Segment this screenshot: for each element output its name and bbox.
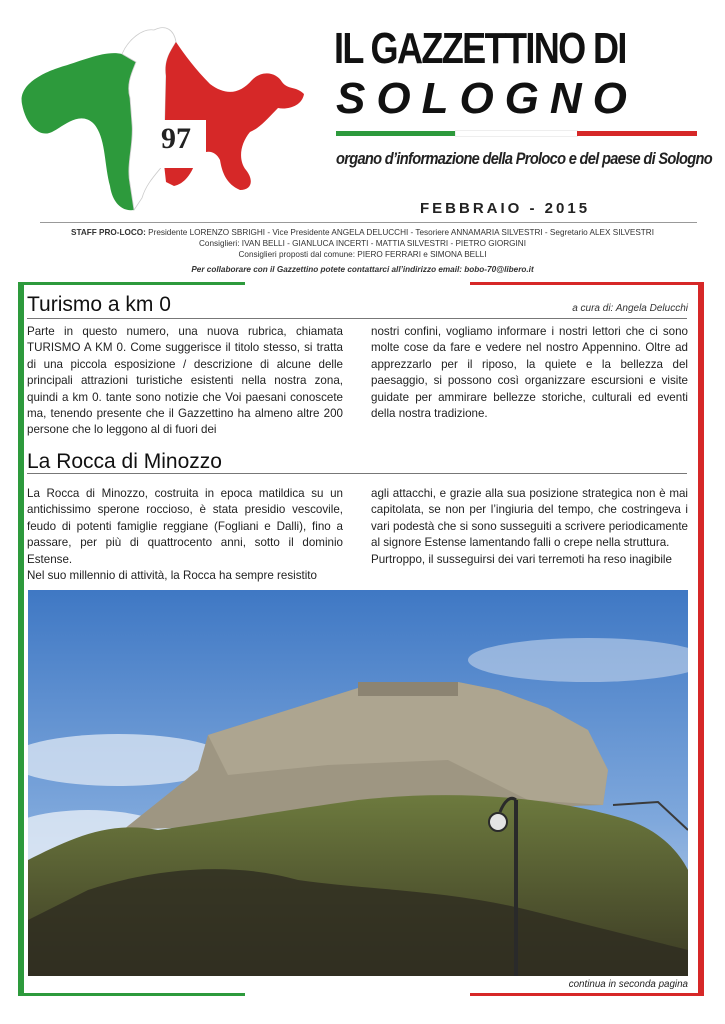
issue-date: FEBBRAIO - 2015 <box>420 200 591 217</box>
section-title-rocca: La Rocca di Minozzo <box>27 450 222 473</box>
section-rule <box>27 318 687 319</box>
rocca-paragraph: Purtroppo, il susseguirsi dei vari terremoti ha reso inagibile <box>371 552 672 566</box>
divider <box>40 222 697 223</box>
logo-italy-map <box>14 14 314 214</box>
turismo-column-2: nostri confini, vogliamo informare i nostri lettori che ci sono molte cose da fare e vedere nel nostro Appennino. Oltre ad apprezzarlo per il riposo, la quiete e la bellezza del paesaggio, si possono così organizzare escursioni e visite guidate per ammirare bellezze storiche, culturali ed eventi della nostra tradizione. <box>371 325 688 421</box>
turismo-column-1: Parte in questo numero, una nuova rubrica, chiamata TURISMO A KM 0. Come suggerisce il titolo stesso, si tratta di una piccola esposizione / descrizione di alcune delle principali attrazioni turistiche esistenti nella nostra zona, quindi a km 0. tante sono notizie che Voi paesani conoscete ma, tenendo presente che il Gazzettino ha almeno altre 200 persone che lo leggono al di fuori dei <box>27 325 343 437</box>
staff-line1: Presidente LORENZO SBRIGHI - Vice Presidente ANGELA DELUCCHI - Tesoriere ANNAMARIA SILVESTRI - Segretario ALEX SILVESTRI <box>145 228 654 237</box>
section-author: a cura di: Angela Delucchi <box>572 303 688 314</box>
contact-line: Per collaborare con il Gazzettino potete contattarci all’indirizzo email: bobo-70@libero.it <box>191 265 534 274</box>
rocca-paragraph: agli attacchi, e grazie alla sua posizione strategica non è mai capitolata, se non per l’ingiuria del tempo, che costringeva i vari podestà che si sono susseguiti a scrivere periodicamente al signore Estense lamentando falli o crepe nella struttura. <box>371 487 688 550</box>
rocca-paragraph: La Rocca di Minozzo, costruita in epoca matildica su un antichissimo sperone roccioso, è stata presidio vescovile, feudo di potenti famiglie reggiane (Fogliani e Dalli), fino a passare, per più di quattrocento anni, sotto il dominio Estense. <box>27 487 343 566</box>
staff-line3: Consiglieri proposti dal comune: PIERO FERRARI e SIMONA BELLI <box>238 250 487 259</box>
rocca-column-2 <box>371 486 688 568</box>
continua-note: continua in seconda pagina <box>568 979 688 990</box>
rocca-photo <box>28 590 688 976</box>
newspaper-title-town: SOLOGNO <box>336 74 638 123</box>
section-rule <box>27 473 687 474</box>
section-title-turismo: Turismo a km 0 <box>27 293 171 316</box>
newspaper-subtitle: organo d’informazione della Proloco e del paese di Sologno <box>336 149 713 168</box>
rocca-column-1 <box>27 486 343 584</box>
issue-number: 97 <box>161 122 191 155</box>
staff-credits <box>20 227 705 275</box>
tricolor-divider <box>336 131 697 136</box>
staff-line2: Consiglieri: IVAN BELLI - GIANLUCA INCERTI - MATTIA SILVESTRI - PIETRO GIORGINI <box>199 239 526 248</box>
rocca-paragraph: Nel suo millennio di attività, la Rocca ha sempre resistito <box>27 569 317 583</box>
staff-label: STAFF PRO-LOCO: <box>70 228 146 237</box>
newspaper-title: IL GAZZETTINO DI <box>334 24 626 73</box>
